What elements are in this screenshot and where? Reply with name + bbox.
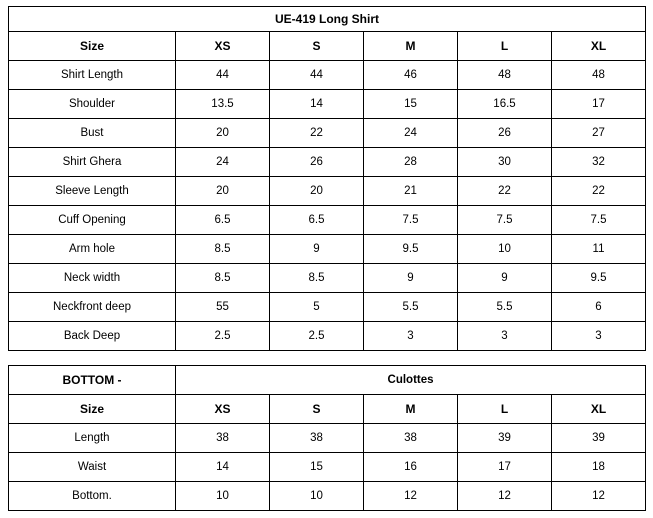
row-label: Neckfront deep xyxy=(9,293,176,322)
cell-value: 20 xyxy=(176,177,270,206)
cell-value: 14 xyxy=(176,453,270,482)
column-header-size: Size xyxy=(9,32,176,61)
table-row xyxy=(9,119,646,148)
cell-value: 26 xyxy=(270,148,364,177)
bottom-section-row xyxy=(9,366,646,395)
cell-value: 46 xyxy=(364,61,458,90)
cell-value: 5.5 xyxy=(458,293,552,322)
cell-value: 10 xyxy=(176,482,270,511)
cell-value: 6.5 xyxy=(270,206,364,235)
cell-value: 22 xyxy=(552,177,646,206)
cell-value: 13.5 xyxy=(176,90,270,119)
cell-value: 15 xyxy=(364,90,458,119)
row-label: Bottom. xyxy=(9,482,176,511)
cell-value: 24 xyxy=(364,119,458,148)
row-label: Arm hole xyxy=(9,235,176,264)
cell-value: 32 xyxy=(552,148,646,177)
bottom-section-label: BOTTOM - xyxy=(9,366,176,395)
column-header-m: M xyxy=(364,395,458,424)
row-label: Sleeve Length xyxy=(9,177,176,206)
cell-value: 9.5 xyxy=(552,264,646,293)
cell-value: 5 xyxy=(270,293,364,322)
column-header-xl: XL xyxy=(552,395,646,424)
cell-value: 55 xyxy=(176,293,270,322)
cell-value: 7.5 xyxy=(458,206,552,235)
column-header-s: S xyxy=(270,32,364,61)
cell-value: 14 xyxy=(270,90,364,119)
cell-value: 44 xyxy=(176,61,270,90)
cell-value: 8.5 xyxy=(176,264,270,293)
column-header-m: M xyxy=(364,32,458,61)
row-label: Back Deep xyxy=(9,322,176,351)
cell-value: 9 xyxy=(270,235,364,264)
column-header-l: L xyxy=(458,395,552,424)
cell-value: 17 xyxy=(458,453,552,482)
culottes-measurement-table xyxy=(8,365,646,511)
column-header-s: S xyxy=(270,395,364,424)
table-title-row xyxy=(9,7,646,32)
cell-value: 10 xyxy=(270,482,364,511)
row-label: Waist xyxy=(9,453,176,482)
cell-value: 38 xyxy=(176,424,270,453)
column-header-size: Size xyxy=(9,395,176,424)
cell-value: 15 xyxy=(270,453,364,482)
table-header-row xyxy=(9,32,646,61)
cell-value: 5.5 xyxy=(364,293,458,322)
cell-value: 6.5 xyxy=(176,206,270,235)
table-row xyxy=(9,482,646,511)
cell-value: 2.5 xyxy=(176,322,270,351)
cell-value: 22 xyxy=(270,119,364,148)
column-header-xs: XS xyxy=(176,32,270,61)
cell-value: 12 xyxy=(364,482,458,511)
table-row xyxy=(9,453,646,482)
long-shirt-measurement-table xyxy=(8,6,646,351)
table-row xyxy=(9,206,646,235)
cell-value: 44 xyxy=(270,61,364,90)
cell-value: 48 xyxy=(552,61,646,90)
cell-value: 7.5 xyxy=(552,206,646,235)
table-header-row xyxy=(9,395,646,424)
cell-value: 38 xyxy=(270,424,364,453)
row-label: Shirt Length xyxy=(9,61,176,90)
row-label: Length xyxy=(9,424,176,453)
cell-value: 16 xyxy=(364,453,458,482)
row-label: Shoulder xyxy=(9,90,176,119)
cell-value: 18 xyxy=(552,453,646,482)
table-row xyxy=(9,424,646,453)
cell-value: 28 xyxy=(364,148,458,177)
cell-value: 38 xyxy=(364,424,458,453)
cell-value: 24 xyxy=(176,148,270,177)
row-label: Bust xyxy=(9,119,176,148)
table-row xyxy=(9,177,646,206)
table-row xyxy=(9,235,646,264)
table-row xyxy=(9,148,646,177)
cell-value: 17 xyxy=(552,90,646,119)
cell-value: 20 xyxy=(270,177,364,206)
column-header-xs: XS xyxy=(176,395,270,424)
cell-value: 39 xyxy=(458,424,552,453)
cell-value: 11 xyxy=(552,235,646,264)
cell-value: 22 xyxy=(458,177,552,206)
row-label: Neck width xyxy=(9,264,176,293)
cell-value: 12 xyxy=(458,482,552,511)
row-label: Cuff Opening xyxy=(9,206,176,235)
cell-value: 21 xyxy=(364,177,458,206)
cell-value: 8.5 xyxy=(176,235,270,264)
cell-value: 2.5 xyxy=(270,322,364,351)
cell-value: 3 xyxy=(458,322,552,351)
cell-value: 26 xyxy=(458,119,552,148)
page-title: UE-419 Long Shirt xyxy=(9,7,646,32)
column-header-l: L xyxy=(458,32,552,61)
table-row xyxy=(9,61,646,90)
table-row xyxy=(9,90,646,119)
cell-value: 7.5 xyxy=(364,206,458,235)
cell-value: 3 xyxy=(552,322,646,351)
table-row xyxy=(9,293,646,322)
cell-value: 30 xyxy=(458,148,552,177)
cell-value: 8.5 xyxy=(270,264,364,293)
cell-value: 9 xyxy=(458,264,552,293)
table-row xyxy=(9,322,646,351)
cell-value: 9.5 xyxy=(364,235,458,264)
cell-value: 3 xyxy=(364,322,458,351)
cell-value: 12 xyxy=(552,482,646,511)
cell-value: 16.5 xyxy=(458,90,552,119)
bottom-section-value: Culottes xyxy=(176,366,646,395)
table-row xyxy=(9,264,646,293)
cell-value: 20 xyxy=(176,119,270,148)
cell-value: 48 xyxy=(458,61,552,90)
cell-value: 9 xyxy=(364,264,458,293)
cell-value: 39 xyxy=(552,424,646,453)
row-label: Shirt Ghera xyxy=(9,148,176,177)
column-header-xl: XL xyxy=(552,32,646,61)
cell-value: 6 xyxy=(552,293,646,322)
cell-value: 27 xyxy=(552,119,646,148)
cell-value: 10 xyxy=(458,235,552,264)
